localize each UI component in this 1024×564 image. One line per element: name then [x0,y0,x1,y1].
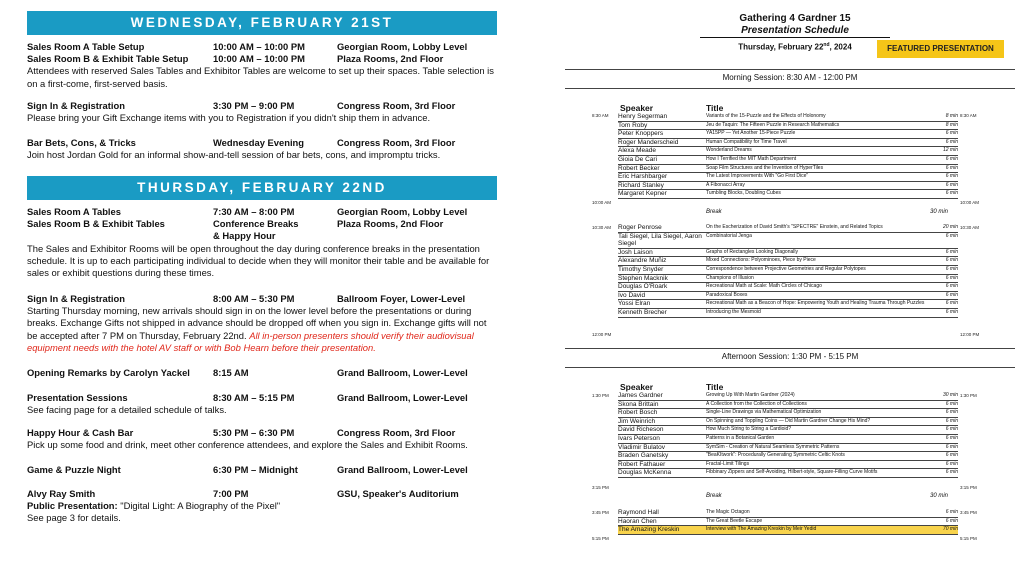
event-name: Presentation Sessions [27,392,128,403]
duration-cell: 6 min [945,173,958,180]
event-subtitle-text: "Digital Light: A Biography of the Pixel" [120,500,281,512]
duration-cell: 6 min [945,460,958,467]
event-description-text: Attendees with reserved Sales Tables and Exhibitor Tables are welcome to set up their spaces. Table selection is on a first-come, first-served basis. [27,65,494,89]
speaker-cell: Braden Ganetsky [618,452,669,460]
event-row [27,464,497,476]
event-location: Plaza Rooms, 2nd Floor [337,53,444,65]
table-row [618,392,958,401]
event-location: Congress Room, 3rd Floor [337,100,456,111]
speaker-cell: Raymond Hall [618,509,659,516]
duration-cell: 6 min [945,181,958,188]
event-block [27,293,497,354]
event-row [27,41,497,53]
speaker-cell: Ivars Peterson [618,434,660,442]
event-row [27,218,497,230]
speaker-cell: Skona Brittain [618,400,659,408]
table-row [618,173,958,182]
morning-table-2 [618,224,958,318]
table-row [618,283,958,292]
speaker-cell: Yossi Elran [618,300,651,308]
featured-row [618,526,958,535]
speaker-cell: Alexandre Muñiz [618,257,667,265]
event-description-text: The Sales and Exhibitor Rooms will be open throughout the day during conference breaks in the presentation schedule. It is up to each participating individual to decide when they will monitor their table and be available for sales or exhibit questions during these times. [27,242,490,279]
duration-cell: 6 min [945,400,958,407]
event-time: 8:30 AM – 5:15 PM [213,392,295,403]
event-block [27,137,497,161]
duration-cell: 6 min [945,138,958,145]
event-time: 7:00 PM [213,488,249,499]
event-location: Grand Ballroom, Lower-Level [337,464,468,475]
event-block [27,488,497,525]
event-time: Wednesday Evening [213,137,304,148]
duration-cell: 6 min [945,291,958,298]
event-row [27,293,497,305]
title-cell: YA15PP — Yet Another 15-Piece Puzzle [706,130,796,137]
event-time: 5:30 PM – 6:30 PM [213,427,295,438]
duration-cell: 6 min [945,130,958,137]
title-cell: Recreational Math at Scale: Math Circles of Chicago [706,283,822,290]
event-description-text: See facing page for a detailed schedule of talks. [27,404,227,416]
event-row [27,488,497,500]
schedule-title: Gathering 4 Gardner 15 [739,13,851,24]
title-cell: Single-Line Drawings via Mathematical Optimization [706,409,822,416]
schedule-subtitle: Presentation Schedule [741,25,849,36]
table-row [618,461,958,470]
title-cell: Tumbling Blocks, Doubling Cubes [706,190,781,197]
speaker-cell: Douglas O'Roark [618,283,668,291]
title-cell: The Latest Improvements With "Go First Dice" [706,173,809,180]
title-cell: On Spinning and Toppling Coins — Did Martin Gardner Change His Mind? [706,417,871,424]
title-cell: Interview with The Amazing Kreskin by Meir Yedid [706,526,817,533]
event-time: & Happy Hour [213,230,276,242]
duration-cell: 6 min [945,232,958,239]
title-cell: Growing Up With Martin Gardner (2024) [706,392,795,398]
speaker-cell: Jim Weinrich [618,417,656,425]
duration-cell: 6 min [945,190,958,197]
date-main: Thursday, February 22 [738,42,824,52]
title-cell: A Fibonacci Array [706,181,745,188]
event-block [27,206,497,279]
duration-cell: 8 min [945,113,958,119]
time-marker: 3:45 PM [960,510,977,515]
time-marker: 8:30 AM [592,113,609,118]
duration-cell: 30 min [942,392,958,398]
duration-cell: 6 min [945,443,958,450]
event-time: 10:00 AM – 10:00 PM [213,53,305,65]
title-cell: Fractal-Limit Tilings [706,460,750,467]
event-name: Happy Hour & Cash Bar [27,427,134,438]
table-row [618,147,958,156]
time-marker: 8:30 AM [960,113,977,118]
event-name: Bar Bets, Cons, & Tricks [27,137,136,148]
time-marker: 5:15 PM [592,536,609,541]
speaker-cell: Roger Manderscheid [618,138,679,146]
afternoon-break-min: 30 min [930,493,949,499]
title-cell: SymSim - Creation of Natural Seamless Symmetric Patterns [706,443,840,450]
duration-cell: 8 min [945,121,958,128]
event-name [27,230,213,242]
table-row [618,300,958,309]
time-marker: 10:00 AM [960,200,980,205]
duration-cell: 6 min [945,452,958,459]
duration-cell: 6 min [945,434,958,441]
duration-cell: 6 min [945,409,958,416]
time-marker: 3:45 PM [592,510,609,515]
event-description [27,305,497,354]
duration-cell: 70 min [942,526,958,533]
title-cell: Recreational Math as a Beacon of Hope: Empowering Youth and Healing Trauma Through Puzzles [706,300,925,307]
schedule-date [680,42,910,52]
event-name: Sales Room B & Exhibit Table Setup [27,53,189,65]
event-name: Game & Puzzle Night [27,464,121,475]
title-cell: Variants of the 15-Puzzle and the Effects of Holonomy [706,113,826,119]
table-row [618,156,958,165]
title-cell: How Much String to String a Cardioid? [706,426,792,433]
table-row [618,401,958,410]
divider [565,69,1015,70]
duration-cell: 20 min [942,224,958,230]
event-description [27,439,497,451]
title-cell: Champions of Illusion [706,274,754,281]
title-cell: "BeaKItwork": Procedurally Generating Symmetric Celtic Knots [706,452,845,459]
event-description-text: Starting Thursday morning, new arrivals should sign in on the lower level before the presentations or during breaks. Exchange Gifts not shipped in advance should be dropped off when you sign in. Exchange gifts will not be accepted after 7 PM on Thursday, February 22nd. [27,305,487,341]
speaker-cell: Robert Bosch [618,409,658,417]
event-name: Alvy Ray Smith [27,488,96,499]
speaker-cell: Haoran Chen [618,517,657,525]
speaker-cell: Kenneth Brecher [618,308,667,316]
event-description-text: Please bring your Gift Exchange items with you to Registration if you didn't ship them in advance. [27,112,431,124]
event-description [27,65,497,89]
event-block [27,367,497,379]
time-marker: 5:15 PM [960,536,977,541]
title-cell: Mixed Connections: Polyominoes, Piece by Piece [706,257,816,264]
title-cell: Human Compatibility for Time Travel [706,138,787,145]
table-row [618,469,958,478]
event-row [27,392,497,404]
time-marker: 12:00 PM [592,332,612,337]
col-title-header: Title [706,103,724,113]
speaker-cell: Douglas McKenna [618,469,672,477]
event-description [27,243,497,280]
event-row [27,137,497,149]
afternoon-session-label: Afternoon Session: 1:30 PM - 5:15 PM [721,352,859,361]
event-description [27,149,497,161]
event-location: Ballroom Foyer, Lower-Level [337,293,466,304]
table-row [618,444,958,453]
title-underline [700,37,890,38]
title-cell: Soap Film Structures and the Invention of HyperTiles [706,164,824,171]
speaker-cell: Stephen Macknik [618,274,668,282]
date-year: , 2024 [829,42,852,52]
col-title-header: Title [706,382,724,392]
event-block [27,427,497,451]
time-marker: 3:15 PM [960,485,977,490]
event-name: Sales Room B & Exhibit Tables [27,218,165,230]
title-cell: Introducing the Mesmoid [706,308,761,315]
speaker-cell: David Richeson [618,426,664,434]
speaker-cell: Timothy Snyder [618,265,664,273]
event-location: Grand Ballroom, Lower-Level [337,392,468,403]
speaker-cell: Josh Laison [618,248,653,256]
time-marker: 3:15 PM [592,485,609,490]
table-row [618,249,958,258]
col-speaker-header: Speaker [620,382,654,392]
speaker-cell: Roger Penrose [618,224,662,231]
speaker-cell: Ivo David [618,291,646,299]
duration-cell: 6 min [945,417,958,424]
event-location: Plaza Rooms, 2nd Floor [337,218,444,230]
title-cell: The Great Beetle Escape [706,517,763,524]
title-cell: Graphs of Rectangles Looking Diagonally [706,248,798,255]
event-block [27,100,497,124]
duration-cell: 6 min [945,308,958,315]
table-row [618,309,958,318]
table-row [618,130,958,139]
morning-break-min: 30 min [930,209,949,215]
title-cell: On the Escherization of David Smith's "SPECTRE" Einstein, and Related Topics [706,224,883,230]
table-row [618,224,958,233]
title-cell: Jeu de Taquin: The Fifteen Puzzle in Research Mathematics [706,121,840,128]
duration-cell: 6 min [945,469,958,476]
event-block [27,464,497,476]
event-name: Sales Room A Tables [27,206,121,217]
event-location: Grand Ballroom, Lower-Level [337,367,468,378]
event-row [27,427,497,439]
table-row [618,182,958,191]
event-description [27,404,497,416]
event-name: Sign In & Registration [27,100,125,111]
table-row [618,165,958,174]
table-row [618,233,958,249]
event-time: 8:00 AM – 5:30 PM [213,293,295,304]
event-block [27,392,497,416]
table-row [618,518,958,527]
time-marker: 10:30 AM [592,225,612,230]
time-marker: 1:30 PM [592,393,609,398]
date-sup: nd [823,42,830,48]
event-time: 6:30 PM – Midnight [213,464,298,475]
divider [565,367,1015,368]
event-description [27,112,497,124]
speaker-cell: Vladimir Bulatov [618,443,665,451]
title-cell: Patterns in a Botanical Garden [706,434,775,441]
morning-table-1 [618,113,958,199]
time-marker: 10:30 AM [960,225,980,230]
av-notice: All in-person presenters should verify their audiovisual equipment needs with the hotel AV staff or with Bob Hearn before their presentation. [27,329,474,353]
afternoon-table-2 [618,509,958,535]
featured-presentation-badge: FEATURED PRESENTATION [877,40,1004,58]
duration-cell: 6 min [945,155,958,162]
divider [565,348,1015,349]
table-row [618,275,958,284]
event-row [27,367,497,379]
event-location: Congress Room, 3rd Floor [337,137,456,148]
event-location [337,230,497,242]
speaker-cell: The Amazing Kreskin [618,526,680,534]
table-row [618,452,958,461]
time-marker: 12:00 PM [960,332,980,337]
table-row [618,409,958,418]
title-cell: Wonderland Dreams [706,147,752,154]
speaker-cell: Tali Siegel, Lila Siegel, Aaron Siegel [618,232,702,248]
table-row [618,139,958,148]
event-block [27,41,497,90]
duration-cell: 6 min [945,283,958,290]
event-name: Opening Remarks by Carolyn Yackel [27,367,190,378]
duration-cell: 12 min [942,147,958,154]
event-description-text: Join host Jordan Gold for an informal show-and-tell session of bar bets, cons, and impromptu tricks. [27,149,441,161]
table-row [618,257,958,266]
title-cell: Correspondence between Projective Geometries and Regular Polytopes [706,265,866,272]
event-time: 10:00 AM – 10:00 PM [213,41,305,52]
speaker-cell: Alexa Meade [618,147,656,155]
event-time: Conference Breaks [213,218,299,230]
speaker-cell: Richard Stanley [618,181,664,189]
duration-cell: 6 min [945,265,958,272]
title-cell: Combinatorial Jenga [706,232,752,239]
duration-cell: 6 min [945,248,958,255]
table-row [618,292,958,301]
table-row [618,418,958,427]
event-row [27,53,497,65]
event-location: Georgian Room, Lobby Level [337,206,468,217]
speaker-cell: James Gardner [618,392,663,399]
duration-cell: 6 min [945,257,958,264]
afternoon-break: Break [706,493,722,499]
duration-cell: 6 min [945,517,958,524]
event-subtitle [27,500,497,512]
event-subtitle-label: Public Presentation: [27,500,121,512]
duration-cell: 6 min [945,274,958,281]
duration-cell: 6 min [945,164,958,171]
event-row [27,100,497,112]
duration-cell: 6 min [945,509,958,515]
table-row [618,190,958,199]
morning-break: Break [706,209,722,215]
event-time: 7:30 AM – 8:00 PM [213,206,295,217]
event-description-text: See page 3 for details. [27,512,121,524]
thursday-header: THURSDAY, FEBRUARY 22ND [27,176,497,200]
divider [565,88,1015,89]
title-cell: Fibbinary Zippers and Self-Avoiding, Hilbert-style, Square-Filling Curve Motifs [706,469,878,476]
speaker-cell: Robert Fathauer [618,460,666,468]
event-time: 8:15 AM [213,367,249,378]
speaker-cell: Eric Harshbarger [618,173,668,181]
event-time: 3:30 PM – 9:00 PM [213,100,295,111]
table-row [618,509,958,518]
event-row [27,206,497,218]
event-name: Sign In & Registration [27,293,125,304]
speaker-cell: Henry Segerman [618,113,668,120]
morning-session-label: Morning Session: 8:30 AM - 12:00 PM [722,73,858,82]
duration-cell: 6 min [945,426,958,433]
speaker-cell: Margaret Kepner [618,190,667,198]
table-row [618,426,958,435]
table-row [618,113,958,122]
event-row [27,230,497,242]
afternoon-table-1 [618,392,958,478]
event-name: Sales Room A Table Setup [27,41,145,52]
event-description-text: Pick up some food and drink, meet other conference attendees, and explore the Sales and Exhibit Rooms. [27,439,468,451]
col-speaker-header: Speaker [620,103,654,113]
duration-cell: 6 min [945,300,958,307]
speaker-cell: Peter Knoppers [618,130,664,138]
left-page [27,0,497,564]
event-description [27,512,497,524]
table-row [618,266,958,275]
time-marker: 10:00 AM [592,200,612,205]
table-row [618,122,958,131]
title-cell: The Magic Octagon [706,509,750,515]
wednesday-header: WEDNESDAY, FEBRUARY 21ST [27,11,497,35]
event-location: Congress Room, 3rd Floor [337,427,456,438]
time-marker: 1:30 PM [960,393,977,398]
title-cell: A Collection from the Collection of Collections [706,400,807,407]
table-row [618,435,958,444]
right-page [560,0,1024,564]
event-location: GSU, Speaker's Auditorium [337,488,459,499]
title-cell: Paradoxical Boxes [706,291,748,298]
speaker-cell: Robert Becker [618,164,660,172]
event-location: Georgian Room, Lobby Level [337,41,468,52]
speaker-cell: Tom Roby [618,121,648,129]
title-cell: How I Terrified the MIT Math Department [706,155,797,162]
speaker-cell: Gioia De Cari [618,155,658,163]
